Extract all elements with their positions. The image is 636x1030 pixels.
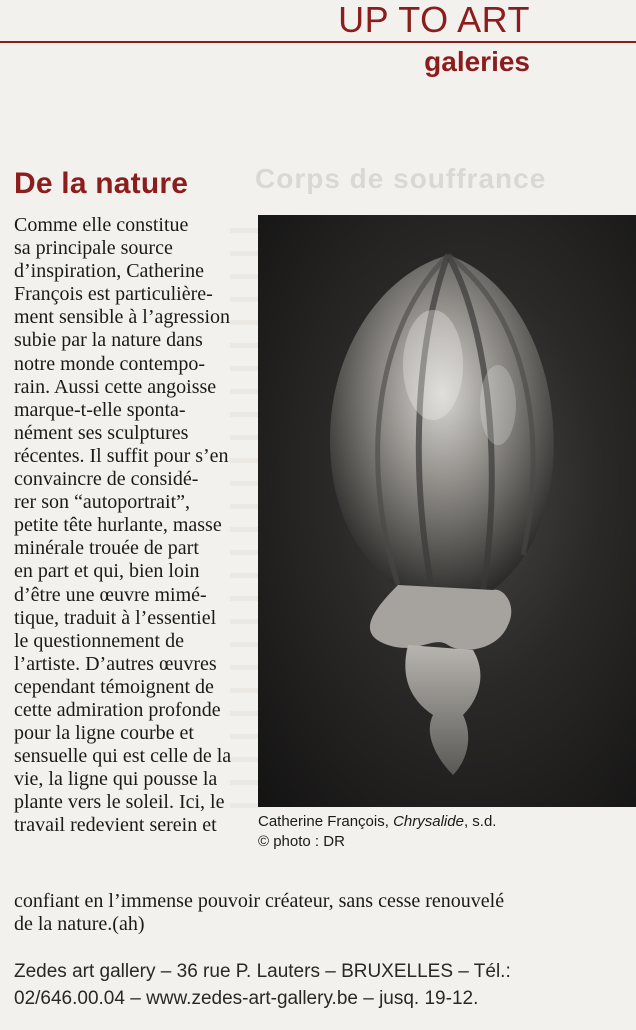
- article-text-line: travail redevient serein et: [14, 814, 217, 837]
- article-text-line: en part et qui, bien loin: [14, 560, 200, 583]
- article-text-line: marque-t-elle sponta-: [14, 398, 186, 421]
- caption-credit: © photo : DR: [258, 833, 345, 850]
- article-text-line: ment sensible à l’agression: [14, 306, 231, 329]
- article-text-line: vie, la ligne qui pousse la: [14, 768, 218, 791]
- article-text-line: de la nature.(ah): [14, 913, 145, 936]
- bleed-through-heading: Corps de souffrance: [255, 163, 547, 194]
- header-rule: [0, 41, 636, 43]
- article-text-line: cependant témoignent de: [14, 675, 214, 698]
- article-text-line: convaincre de considé-: [14, 468, 199, 491]
- article-text-line: le questionnement de: [14, 629, 184, 652]
- article-text-line: récentes. Il suffit pour s’en: [14, 444, 229, 467]
- gallery-contact: 02/646.00.04 – www.zedes-art-gallery.be – jusq. 19-12.: [14, 988, 479, 1009]
- article-text-line: François est particulière-: [14, 283, 213, 306]
- photo-caption: [258, 812, 636, 852]
- article-text-line: rer son “autoportrait”,: [14, 491, 191, 514]
- article-text-line: sa principale source: [14, 237, 173, 260]
- article-body-wide: [14, 890, 634, 936]
- article-title: De la nature: [14, 167, 189, 200]
- article-text-line: tique, traduit à l’essentiel: [14, 606, 217, 629]
- section-kicker: UP TO ART: [338, 0, 530, 40]
- article-body-column: [14, 214, 252, 838]
- article-text-line: confiant en l’immense pouvoir créateur, sans cesse renouvelé: [14, 890, 505, 912]
- caption-artist: Catherine François,: [258, 813, 394, 830]
- article-text-line: d’être une œuvre mimé-: [14, 583, 207, 606]
- article-text-line: subie par la nature dans: [14, 329, 203, 352]
- caption-work-title: Chrysalide: [393, 813, 464, 830]
- sculpture-photo: [258, 215, 636, 807]
- article-text-line: rain. Aussi cette angoisse: [14, 375, 217, 398]
- article-text-line: petite tête hurlante, masse: [14, 514, 222, 537]
- gallery-address: Zedes art gallery – 36 rue P. Lauters – BRUXELLES – Tél.:: [14, 961, 511, 982]
- article-text-line: plante vers le soleil. Ici, le: [14, 791, 225, 814]
- article-text-line: l’artiste. D’autres œuvres: [14, 652, 217, 675]
- gallery-info: [14, 958, 634, 1012]
- article-text-line: nément ses sculptures: [14, 421, 189, 444]
- article-text-line: sensuelle qui est celle de la: [14, 745, 232, 768]
- article-text-line: notre monde contempo-: [14, 352, 206, 375]
- section-title: galeries: [424, 46, 530, 77]
- article-text-line: d’inspiration, Catherine: [14, 260, 204, 283]
- article-text-line: cette admiration profonde: [14, 698, 221, 721]
- article-text-line: pour la ligne courbe et: [14, 722, 194, 745]
- article-text-line: Comme elle constitue: [14, 214, 189, 236]
- article-text-line: minérale trouée de part: [14, 537, 199, 560]
- caption-date: , s.d.: [463, 813, 497, 830]
- chrysalis-sculpture-image: [258, 215, 636, 807]
